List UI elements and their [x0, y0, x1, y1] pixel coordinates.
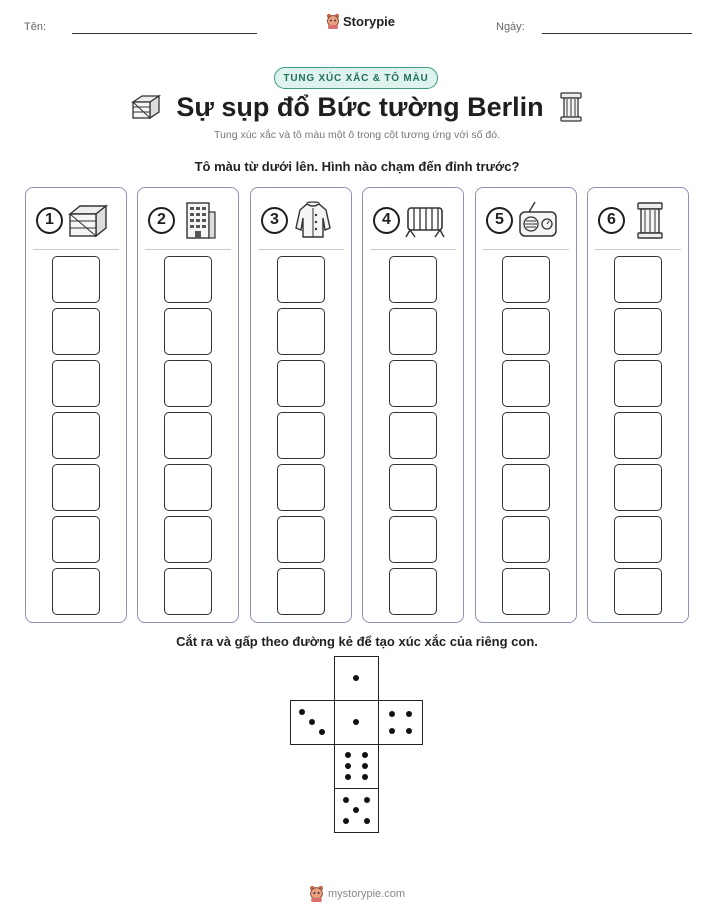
- pip: [362, 763, 368, 769]
- color-cell[interactable]: [164, 516, 212, 563]
- color-cell[interactable]: [614, 256, 662, 303]
- column-1: [25, 187, 127, 623]
- color-cell[interactable]: [502, 308, 550, 355]
- name-label: Tên:: [24, 21, 47, 33]
- coloring-instruction: Tô màu từ dưới lên. Hình nào chạm đến đỉnh trước?: [194, 159, 520, 174]
- crate-icon: [67, 200, 109, 240]
- dice-face-center: [334, 700, 379, 745]
- color-cell[interactable]: [277, 412, 325, 459]
- color-cell[interactable]: [52, 308, 100, 355]
- column-header: [486, 200, 570, 240]
- column-header: [598, 200, 682, 240]
- pip: [309, 719, 315, 725]
- brand: [326, 13, 395, 29]
- color-cell[interactable]: [52, 256, 100, 303]
- date-line: [542, 33, 692, 34]
- dice-face-bottom: [334, 788, 379, 833]
- pip: [343, 797, 349, 803]
- pip: [343, 818, 349, 824]
- dice-face-top: [334, 656, 379, 701]
- column-6: [587, 187, 689, 623]
- column-header: [36, 200, 120, 240]
- pip: [364, 797, 370, 803]
- pip: [345, 774, 351, 780]
- color-cell[interactable]: [614, 360, 662, 407]
- color-cell[interactable]: [389, 308, 437, 355]
- color-cell[interactable]: [277, 256, 325, 303]
- column-divider: [145, 249, 231, 250]
- color-cell[interactable]: [389, 256, 437, 303]
- color-cell[interactable]: [502, 256, 550, 303]
- column-number: 3: [261, 207, 288, 234]
- column-divider: [33, 249, 119, 250]
- color-cell[interactable]: [52, 516, 100, 563]
- column-header: [261, 200, 345, 240]
- apartment-building-icon: [179, 200, 221, 240]
- pip: [362, 752, 368, 758]
- radio-icon: [517, 200, 559, 240]
- color-cell[interactable]: [52, 412, 100, 459]
- pip: [299, 709, 305, 715]
- dice-columns: [25, 187, 690, 623]
- color-cell[interactable]: [52, 464, 100, 511]
- color-cell[interactable]: [614, 412, 662, 459]
- pip: [345, 752, 351, 758]
- color-cell[interactable]: [277, 360, 325, 407]
- color-cell[interactable]: [164, 360, 212, 407]
- pip: [353, 807, 359, 813]
- color-cell[interactable]: [52, 360, 100, 407]
- dice-face-left: [290, 700, 335, 745]
- pip: [345, 763, 351, 769]
- storypie-logo-icon: [326, 13, 340, 29]
- color-cell[interactable]: [614, 568, 662, 615]
- winter-coat-icon: [292, 200, 334, 240]
- crate-icon: [130, 93, 162, 121]
- page-title: Sự sụp đổ Bức tường Berlin: [176, 91, 544, 122]
- color-cell[interactable]: [389, 412, 437, 459]
- color-cell[interactable]: [164, 568, 212, 615]
- date-label: Ngày:: [496, 21, 525, 33]
- color-cell[interactable]: [614, 464, 662, 511]
- brand-name: Storypie: [343, 13, 396, 29]
- color-cell[interactable]: [164, 464, 212, 511]
- pip: [389, 728, 395, 734]
- pip: [364, 818, 370, 824]
- footer: [0, 885, 714, 902]
- pip: [389, 711, 395, 717]
- storypie-logo-icon: [309, 885, 324, 902]
- color-cell[interactable]: [277, 308, 325, 355]
- color-cell[interactable]: [277, 568, 325, 615]
- color-cell[interactable]: [389, 568, 437, 615]
- color-cell[interactable]: [389, 516, 437, 563]
- column-pillar-icon: [558, 91, 584, 123]
- dice-face-right: [378, 700, 423, 745]
- pip: [406, 728, 412, 734]
- color-cell[interactable]: [164, 256, 212, 303]
- color-cell[interactable]: [277, 516, 325, 563]
- column-divider: [595, 249, 681, 250]
- column-3: [250, 187, 352, 623]
- column-2: [137, 187, 239, 623]
- column-number: 4: [373, 207, 400, 234]
- color-cell[interactable]: [164, 308, 212, 355]
- pip: [362, 774, 368, 780]
- pip: [406, 711, 412, 717]
- color-cell[interactable]: [164, 412, 212, 459]
- subtitle: Tung xúc xắc và tô màu một ô trong cột tương ứng với số đó.: [214, 129, 500, 141]
- column-divider: [483, 249, 569, 250]
- color-cell[interactable]: [389, 464, 437, 511]
- color-cell[interactable]: [502, 464, 550, 511]
- cut-instruction: Cắt ra và gấp theo đường kẻ để tạo xúc xắc của riêng con.: [176, 634, 538, 649]
- color-cell[interactable]: [52, 568, 100, 615]
- activity-pill: TUNG XÚC XẮC & TÔ MÀU: [274, 67, 438, 89]
- pip: [319, 729, 325, 735]
- column-header: [373, 200, 457, 240]
- column-number: 6: [598, 207, 625, 234]
- color-cell[interactable]: [614, 308, 662, 355]
- column-divider: [370, 249, 456, 250]
- column-number: 2: [148, 207, 175, 234]
- color-cell[interactable]: [277, 464, 325, 511]
- color-cell[interactable]: [502, 516, 550, 563]
- color-cell[interactable]: [614, 516, 662, 563]
- column-4: [362, 187, 464, 623]
- footer-url[interactable]: mystorypie.com: [327, 887, 406, 900]
- column-divider: [258, 249, 344, 250]
- color-cell[interactable]: [502, 412, 550, 459]
- column-pillar-icon: [629, 200, 671, 240]
- column-header: [148, 200, 232, 240]
- name-line: [72, 33, 257, 34]
- dice-face-lower: [334, 744, 379, 789]
- barrier-fence-icon: [404, 200, 446, 240]
- color-cell[interactable]: [502, 360, 550, 407]
- column-number: 5: [486, 207, 513, 234]
- color-cell[interactable]: [389, 360, 437, 407]
- pip: [353, 675, 359, 681]
- color-cell[interactable]: [502, 568, 550, 615]
- pip: [353, 719, 359, 725]
- title-row: [0, 88, 714, 126]
- column-5: [475, 187, 577, 623]
- column-number: 1: [36, 207, 63, 234]
